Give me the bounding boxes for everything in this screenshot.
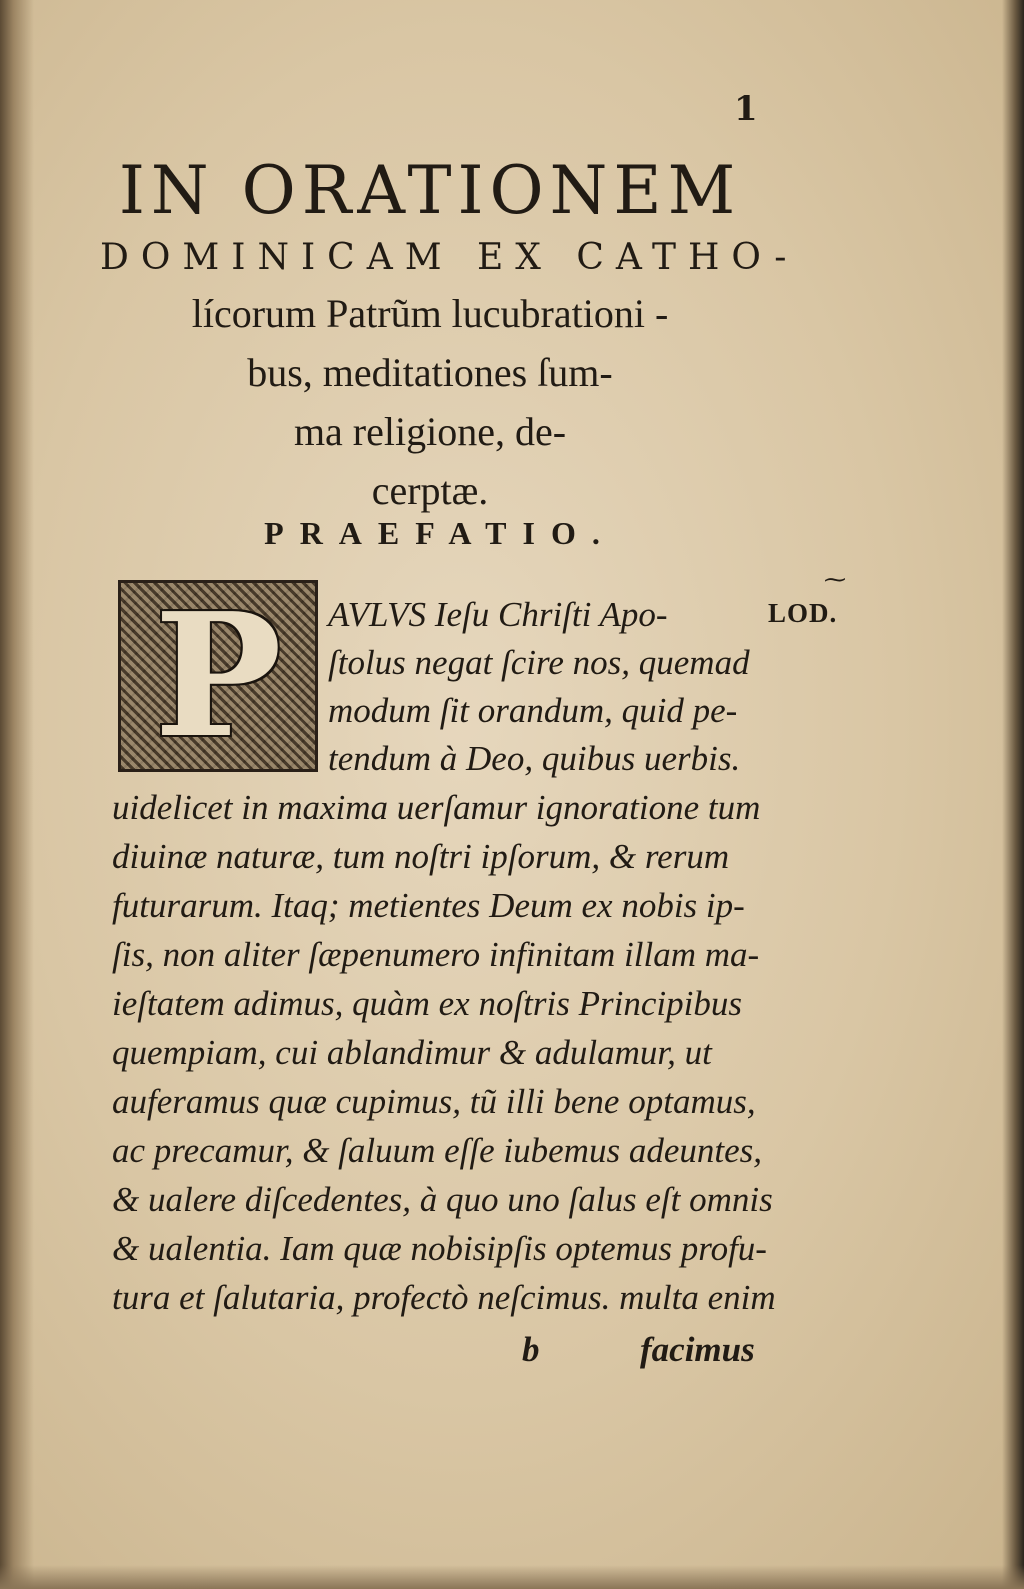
signature-mark: b	[522, 1330, 540, 1369]
title-block	[100, 150, 799, 520]
body-line: AVLVS Ieſu Chriſti Apo-	[328, 595, 668, 634]
title-line-3: lícorum Patrũm lucubrationi -	[191, 291, 669, 336]
page-edge	[1002, 0, 1024, 1589]
body-line: & ualentia. Iam quæ nobisipſis optemus profu-	[112, 1229, 767, 1268]
body-line: ac precamur, & ſaluum eſſe iubemus adeuntes,	[112, 1131, 762, 1170]
title-line-2: DOMINICAM EX CATHO-	[100, 237, 799, 278]
folio-number: 1	[734, 89, 758, 129]
body-line: ieſtatem adimus, quàm ex noſtris Principibus	[112, 984, 742, 1023]
body-line: ſtolus negat ſcire nos, quemad	[328, 643, 750, 682]
body-line: auferamus quæ cupimus, tũ illi bene optamus,	[112, 1082, 756, 1121]
decorated-initial	[118, 576, 318, 776]
title-line-1: IN ORATIONEM	[118, 152, 742, 229]
body-line: modum ſit orandum, quid pe-	[328, 691, 738, 730]
catchword: facimus	[640, 1330, 755, 1369]
title-line-4: bus, meditationes ſum-	[247, 350, 613, 395]
title-line-6: cerptæ.	[371, 468, 489, 513]
body-line: ſis, non aliter ſæpenumero infinitam illam ma-	[112, 935, 760, 974]
marginal-note: LOD.	[768, 598, 838, 628]
body-line: uidelicet in maxima uerſamur ignoratione tum	[112, 788, 761, 827]
title-line-5: ma religione, de-	[293, 409, 567, 454]
initial-letter: P	[154, 576, 282, 776]
body-line: futurarum. Itaq; metientes Deum ex nobis ip-	[112, 886, 745, 925]
body-line: & ualere diſcedentes, à quo uno ſalus eſt omnis	[112, 1180, 773, 1219]
body-line: tura et ſalutaria, profectò neſcimus. multa enim	[112, 1278, 776, 1317]
page-bottom-edge	[0, 1565, 1024, 1589]
body-line: diuinæ naturæ, tum noſtri ipſorum, & rerum	[112, 837, 730, 876]
marginal-flourish-icon: ⁓	[824, 568, 846, 593]
gutter-shadow	[0, 0, 34, 1589]
preface-heading: PRAEFATIO.	[264, 515, 616, 551]
body-line: quempiam, cui ablandimur & adulamur, ut	[112, 1033, 712, 1072]
body-line: tendum à Deo, quibus uerbis.	[328, 739, 741, 778]
